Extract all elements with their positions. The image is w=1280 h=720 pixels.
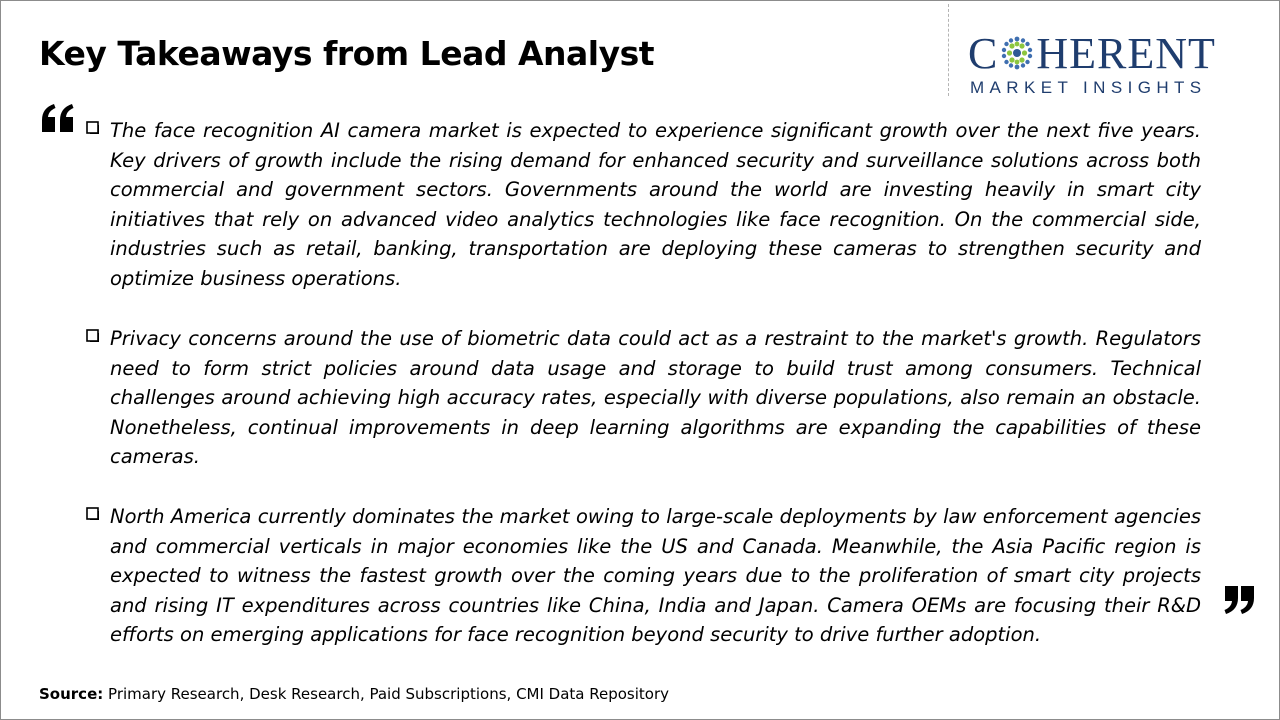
header-divider — [948, 4, 949, 96]
takeaway-text: North America currently dominates the market owing to large-scale deployments by law enforcement agencies and commercial verticals in major economies like the US and Canada. Meanwhile, the Asia Pacific region is expected to witness the fastest growth over the coming years due to the proliferation of smart city projects and rising IT expenditures across countries like China, India and Japan. Camera OEMs are focusing their R&D efforts on emerging applications for face recognition beyond security to drive further adoption. — [110, 505, 1201, 647]
takeaway-text: The face recognition AI camera market is expected to experience significant growth over the next five years. Key drivers of growth include the rising demand for enhanced security and surveillance solutions across both commercial and government sectors. Governments around the world are investing heavily in smart city initiatives that rely on advanced video analytics technologies like face recognition. On the commercial side, industries such as retail, banking, transportation are deploying these cameras to strengthen security and optimize business operations. — [110, 119, 1201, 290]
open-quote-icon — [40, 102, 76, 136]
logo-wordmark — [968, 30, 1216, 78]
logo-orb-icon — [999, 35, 1035, 71]
source-note — [39, 685, 669, 703]
close-quote-icon — [1223, 584, 1257, 616]
checkbox-bullet-icon — [86, 507, 99, 520]
logo-wordmark-start: C — [968, 29, 999, 78]
logo-tagline: MARKET INSIGHTS — [970, 78, 1207, 97]
checkbox-bullet-icon — [86, 121, 99, 134]
page-title: Key Takeaways from Lead Analyst — [39, 34, 654, 73]
company-logo — [968, 30, 1260, 100]
source-label: Source: — [39, 685, 104, 703]
source-text: Primary Research, Desk Research, Paid Subscriptions, CMI Data Repository — [108, 685, 670, 703]
logo-wordmark-end: HERENT — [1036, 29, 1216, 78]
takeaway-text: Privacy concerns around the use of biometric data could act as a restraint to the market's growth. Regulators need to form strict policies around data usage and storage to build trust among consumers. Technical challenges around achieving high accuracy rates, especially with diverse populations, also remain an obstacle. Nonetheless, continual improvements in deep learning algorithms are expanding the capabilities of these cameras. — [110, 327, 1201, 469]
checkbox-bullet-icon — [86, 329, 99, 342]
